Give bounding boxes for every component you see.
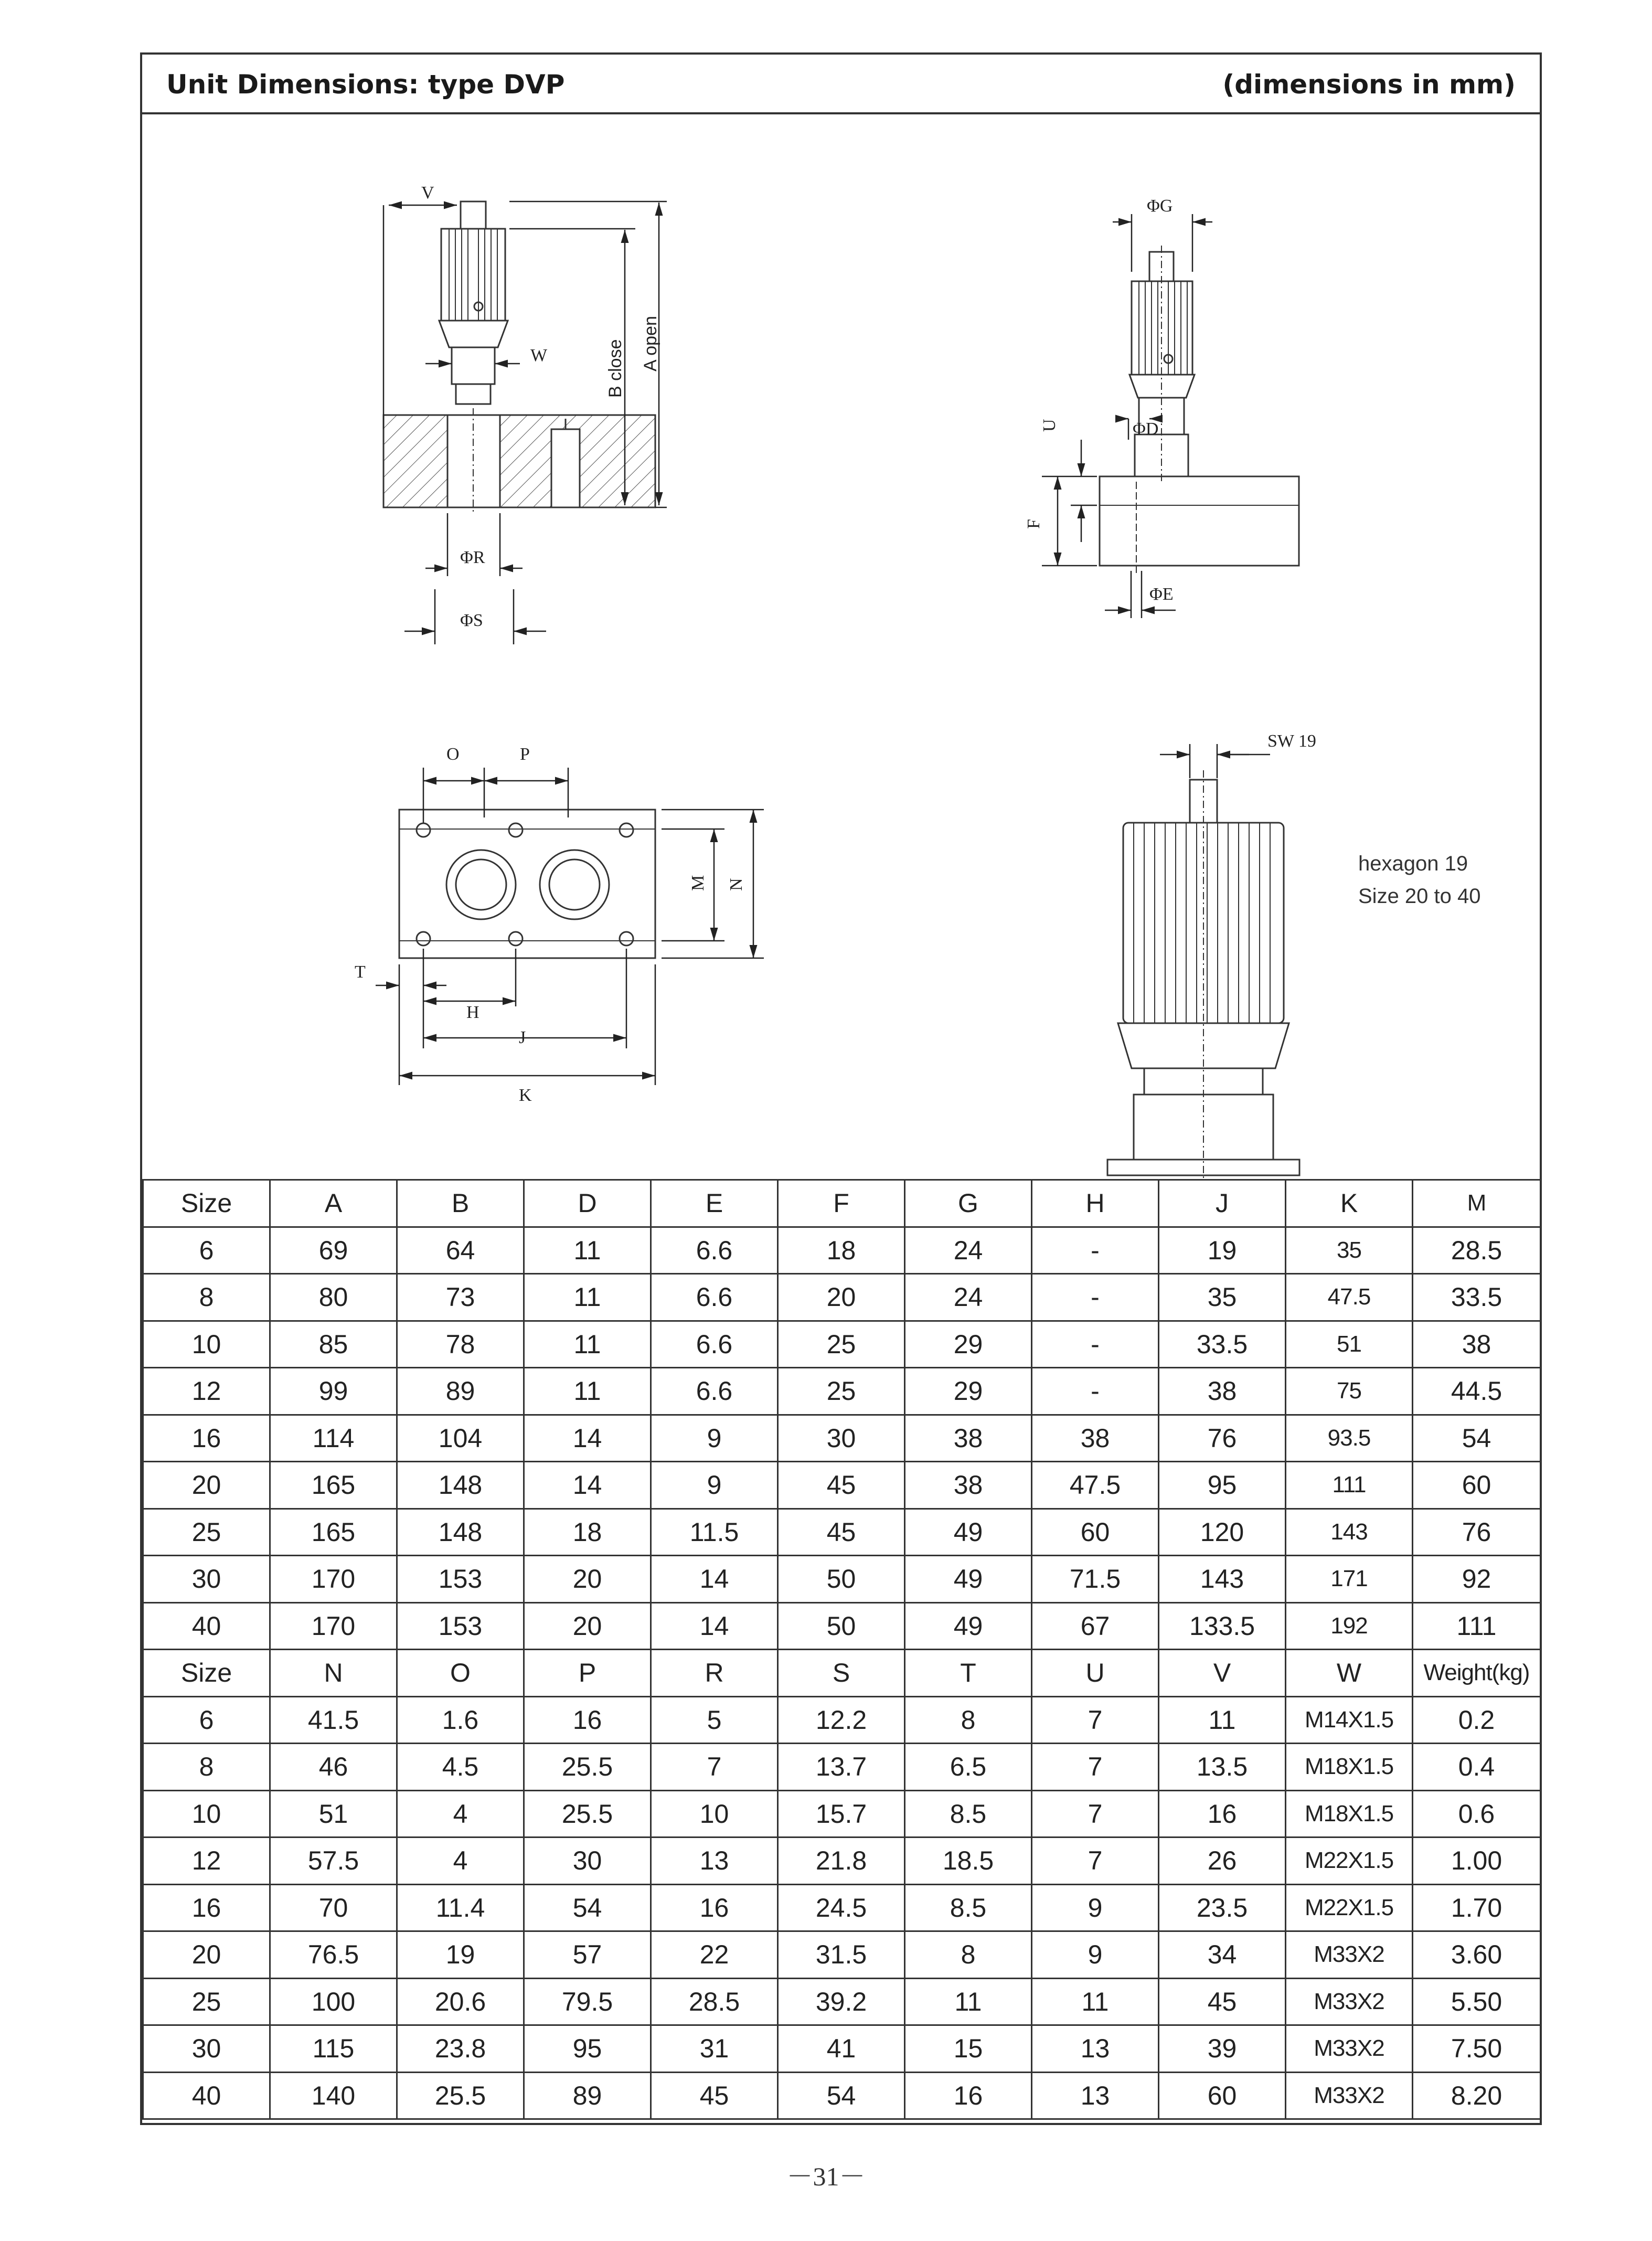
table-cell: 7 [1032, 1838, 1159, 1885]
table-cell: 14 [524, 1462, 651, 1509]
plan-view [399, 810, 655, 958]
table-row [143, 1462, 1541, 1509]
table-cell: M33X2 [1286, 2072, 1413, 2119]
table-cell: 49 [905, 1602, 1032, 1650]
table-cell: 26 [1159, 1838, 1286, 1885]
table-header-cell: N [270, 1650, 397, 1697]
table-cell: 9 [651, 1462, 778, 1509]
note-size-range: Size 20 to 40 [1358, 885, 1481, 908]
table-cell: 13 [1032, 2025, 1159, 2073]
table-cell: 171 [1286, 1556, 1413, 1603]
table-cell: 25.5 [397, 2072, 524, 2119]
table-cell: 28.5 [1413, 1227, 1541, 1274]
table-cell: 35 [1286, 1227, 1413, 1274]
table-cell: 6 [143, 1696, 270, 1744]
table-cell: 8.5 [905, 1884, 1032, 1931]
table-cell: 33.5 [1159, 1321, 1286, 1368]
table-header-cell: B [397, 1180, 524, 1227]
knob-body [441, 229, 505, 321]
table-cell: 44.5 [1413, 1368, 1541, 1415]
table-cell: 7 [1032, 1744, 1159, 1791]
table-cell: 148 [397, 1462, 524, 1509]
table-cell: 9 [1032, 1884, 1159, 1931]
table-row [143, 1978, 1541, 2025]
table-cell: M22X1.5 [1286, 1884, 1413, 1931]
table-cell: 114 [270, 1415, 397, 1462]
table-cell: 165 [270, 1509, 397, 1556]
table-cell: 16 [651, 1884, 778, 1931]
table-cell: 29 [905, 1321, 1032, 1368]
table-cell: - [1032, 1368, 1159, 1415]
table-cell: M33X2 [1286, 1931, 1413, 1979]
table-cell: 23.8 [397, 2025, 524, 2073]
dim-label-phi-d: ΦD [1133, 419, 1159, 439]
dim-label-h: H [466, 1003, 479, 1022]
table-row [143, 1274, 1541, 1321]
table-cell: 67 [1032, 1602, 1159, 1650]
table-cell: M18X1.5 [1286, 1790, 1413, 1838]
table-cell: 46 [270, 1744, 397, 1791]
table-cell: 45 [651, 2072, 778, 2119]
table-cell: 60 [1032, 1509, 1159, 1556]
table-cell: 18.5 [905, 1838, 1032, 1885]
table-cell: 11 [905, 1978, 1032, 2025]
dim-label-u: U [1040, 419, 1059, 432]
table-cell: 11.4 [397, 1884, 524, 1931]
table-cell: - [1032, 1274, 1159, 1321]
table-header-cell: J [1159, 1180, 1286, 1227]
table-cell: - [1032, 1227, 1159, 1274]
technical-drawings [142, 114, 1540, 1178]
table-cell: 89 [397, 1368, 524, 1415]
table-cell: 41 [778, 2025, 905, 2073]
table-cell: 47.5 [1286, 1274, 1413, 1321]
table-cell: 39 [1159, 2025, 1286, 2073]
table-cell: 1.70 [1413, 1884, 1541, 1931]
table-cell: 111 [1413, 1602, 1541, 1650]
table-cell: 50 [778, 1602, 905, 1650]
table-cell: 6.5 [905, 1744, 1032, 1791]
table-cell: 24 [905, 1227, 1032, 1274]
table-cell: 15 [905, 2025, 1032, 2073]
table-cell: 165 [270, 1462, 397, 1509]
table-cell: 11 [1032, 1978, 1159, 2025]
table-cell: 54 [778, 2072, 905, 2119]
table-cell: 10 [651, 1790, 778, 1838]
dim-label-phi-r: ΦR [460, 548, 485, 567]
table-cell: 13 [651, 1838, 778, 1885]
table-cell: 20.6 [397, 1978, 524, 2025]
dim-label-phi-e: ΦE [1149, 585, 1174, 604]
dim-label-a-open: A open [641, 316, 660, 371]
table-cell: 41.5 [270, 1696, 397, 1744]
table-cell: 34 [1159, 1931, 1286, 1979]
table-cell: M33X2 [1286, 1978, 1413, 2025]
table-header-cell: U [1032, 1650, 1159, 1697]
table-row [143, 1368, 1541, 1415]
table-cell: 38 [1159, 1368, 1286, 1415]
table-cell: 29 [905, 1368, 1032, 1415]
table-header-cell: E [651, 1180, 778, 1227]
table-header-cell: H [1032, 1180, 1159, 1227]
table-cell: 6.6 [651, 1368, 778, 1415]
table-cell: 8 [905, 1696, 1032, 1744]
table-cell: 18 [778, 1227, 905, 1274]
table-cell: 4 [397, 1838, 524, 1885]
table-row [143, 2025, 1541, 2073]
table-cell: 0.2 [1413, 1696, 1541, 1744]
table-cell: 95 [524, 2025, 651, 2073]
table-cell: 11 [524, 1274, 651, 1321]
table-cell: 73 [397, 1274, 524, 1321]
table-header-cell: W [1286, 1650, 1413, 1697]
table-header-cell: Size [143, 1180, 270, 1227]
table-header-cell: O [397, 1650, 524, 1697]
table-row [143, 2072, 1541, 2119]
table-cell: 93.5 [1286, 1415, 1413, 1462]
table-cell: 6.6 [651, 1321, 778, 1368]
table-cell: 7 [1032, 1696, 1159, 1744]
table-cell: 5 [651, 1696, 778, 1744]
table-cell: 8 [143, 1274, 270, 1321]
table-cell: 12.2 [778, 1696, 905, 1744]
table-cell: 30 [524, 1838, 651, 1885]
table-cell: 49 [905, 1556, 1032, 1603]
dim-label-f: F [1024, 519, 1043, 529]
side-view [1100, 246, 1299, 576]
table-cell: 15.7 [778, 1790, 905, 1838]
table-cell: 76.5 [270, 1931, 397, 1979]
table-header-cell: K [1286, 1180, 1413, 1227]
table-cell: 120 [1159, 1509, 1286, 1556]
table-header-cell: P [524, 1650, 651, 1697]
dim-label-phi-s: ΦS [460, 611, 483, 630]
table-cell: 23.5 [1159, 1884, 1286, 1931]
dim-label-b-close: B close [605, 339, 625, 398]
hexagon-dims [1160, 744, 1270, 778]
table-cell: 153 [397, 1556, 524, 1603]
table-cell: 25 [143, 1509, 270, 1556]
table-cell: 78 [397, 1321, 524, 1368]
table-header-cell: M [1413, 1180, 1541, 1227]
table-cell: 30 [143, 1556, 270, 1603]
dim-label-t: T [355, 962, 366, 982]
table-cell: 14 [524, 1415, 651, 1462]
table-cell: 40 [143, 2072, 270, 2119]
hatched-body [383, 415, 655, 507]
table-cell: 30 [143, 2025, 270, 2073]
table-cell: 92 [1413, 1556, 1541, 1603]
table-header-cell: G [905, 1180, 1032, 1227]
table-cell: 170 [270, 1602, 397, 1650]
table-cell: 51 [1286, 1321, 1413, 1368]
table-cell: 25.5 [524, 1790, 651, 1838]
table-row [143, 1884, 1541, 1931]
table-cell: 28.5 [651, 1978, 778, 2025]
table-cell: 153 [397, 1602, 524, 1650]
hexagon-view [1107, 770, 1299, 1178]
table-cell: 60 [1413, 1462, 1541, 1509]
table-cell: 9 [1032, 1931, 1159, 1979]
table-cell: 38 [1413, 1321, 1541, 1368]
table-cell: 19 [1159, 1227, 1286, 1274]
table-cell: 6 [143, 1227, 270, 1274]
table-cell: 50 [778, 1556, 905, 1603]
table-cell: 31.5 [778, 1931, 905, 1979]
table-cell: 38 [905, 1462, 1032, 1509]
table-cell: 10 [143, 1321, 270, 1368]
table-cell: 6.6 [651, 1227, 778, 1274]
table-cell: 14 [651, 1602, 778, 1650]
table-cell: 4.5 [397, 1744, 524, 1791]
table-cell: 16 [143, 1884, 270, 1931]
table-cell: 8.20 [1413, 2072, 1541, 2119]
table-header-cell: V [1159, 1650, 1286, 1697]
table-cell: 11.5 [651, 1509, 778, 1556]
table-cell: 25 [143, 1978, 270, 2025]
table-cell: M33X2 [1286, 2025, 1413, 2073]
dim-label-v: V [421, 183, 434, 203]
table-cell: 39.2 [778, 1978, 905, 2025]
table-cell: 25 [778, 1368, 905, 1415]
table-cell: 104 [397, 1415, 524, 1462]
table-cell: 11 [524, 1321, 651, 1368]
table-cell: 16 [524, 1696, 651, 1744]
table-row [143, 1227, 1541, 1274]
table-cell: 7.50 [1413, 2025, 1541, 2073]
table-cell: 20 [143, 1462, 270, 1509]
table-cell: 35 [1159, 1274, 1286, 1321]
table-cell: 1.00 [1413, 1838, 1541, 1885]
table-cell: 16 [905, 2072, 1032, 2119]
table-cell: 22 [651, 1931, 778, 1979]
table-cell: 47.5 [1032, 1462, 1159, 1509]
table-cell: 143 [1159, 1556, 1286, 1603]
table-cell: 85 [270, 1321, 397, 1368]
table-row [143, 1415, 1541, 1462]
table-cell: 140 [270, 2072, 397, 2119]
table-cell: 49 [905, 1509, 1032, 1556]
table-header-cell: S [778, 1650, 905, 1697]
dim-label-sw: SW 19 [1267, 731, 1316, 751]
dim-label-o: O [446, 745, 460, 764]
table-cell: 89 [524, 2072, 651, 2119]
table-cell: 11 [524, 1227, 651, 1274]
dim-label-phi-g: ΦG [1147, 196, 1173, 216]
table-cell: 13.7 [778, 1744, 905, 1791]
dim-label-j: J [519, 1028, 526, 1047]
units-note: (dimensions in mm) [1222, 69, 1516, 100]
table-cell: 148 [397, 1509, 524, 1556]
table-header-cell: A [270, 1180, 397, 1227]
table-cell: 60 [1159, 2072, 1286, 2119]
table-cell: 0.6 [1413, 1790, 1541, 1838]
table-cell: 0.4 [1413, 1744, 1541, 1791]
table-cell: 19 [397, 1931, 524, 1979]
table-header-cell: Size [143, 1650, 270, 1697]
table-cell: 51 [270, 1790, 397, 1838]
table-row [143, 1509, 1541, 1556]
table-cell: 95 [1159, 1462, 1286, 1509]
table-row [143, 1744, 1541, 1791]
table-cell: 20 [778, 1274, 905, 1321]
table-cell: M22X1.5 [1286, 1838, 1413, 1885]
note-hexagon: hexagon 19 [1358, 852, 1468, 875]
dimensions-table [142, 1179, 1541, 2120]
table-cell: 170 [270, 1556, 397, 1603]
table-cell: 11 [1159, 1696, 1286, 1744]
table-row [143, 1602, 1541, 1650]
table-cell: 31 [651, 2025, 778, 2073]
table-cell: 16 [1159, 1790, 1286, 1838]
table-cell: 13.5 [1159, 1744, 1286, 1791]
table-cell: 133.5 [1159, 1602, 1286, 1650]
table-row [143, 1838, 1541, 1885]
dim-label-n: N [727, 878, 746, 891]
table-cell: 30 [778, 1415, 905, 1462]
table-cell: 13 [1032, 2072, 1159, 2119]
table-cell: 25.5 [524, 1744, 651, 1791]
table-cell: 18 [524, 1509, 651, 1556]
table-cell: 14 [651, 1556, 778, 1603]
dim-label-m: M [688, 875, 708, 891]
table-row [143, 1696, 1541, 1744]
table-cell: 25 [778, 1321, 905, 1368]
table-cell: 54 [524, 1884, 651, 1931]
table-cell: 76 [1413, 1509, 1541, 1556]
table-cell: 57.5 [270, 1838, 397, 1885]
table-cell: 45 [1159, 1978, 1286, 2025]
table-cell: 3.60 [1413, 1931, 1541, 1979]
table-cell: 20 [143, 1931, 270, 1979]
table-cell: 40 [143, 1602, 270, 1650]
table-cell: 16 [143, 1415, 270, 1462]
table-cell: 1.6 [397, 1696, 524, 1744]
table-cell: 5.50 [1413, 1978, 1541, 2025]
table-cell: 80 [270, 1274, 397, 1321]
table-cell: 21.8 [778, 1838, 905, 1885]
table-cell: 45 [778, 1462, 905, 1509]
table-header-cell: D [524, 1180, 651, 1227]
table-cell: 12 [143, 1838, 270, 1885]
table-cell: 6.6 [651, 1274, 778, 1321]
table-cell: 7 [651, 1744, 778, 1791]
table-cell: 12 [143, 1368, 270, 1415]
table-cell: 20 [524, 1556, 651, 1603]
table-cell: 8 [143, 1744, 270, 1791]
table-header-row [143, 1180, 1541, 1227]
table-cell: 10 [143, 1790, 270, 1838]
table-cell: M18X1.5 [1286, 1744, 1413, 1791]
table-cell: M14X1.5 [1286, 1696, 1413, 1744]
table-cell: 11 [524, 1368, 651, 1415]
page-number: －31－ [786, 2162, 866, 2191]
table-cell: 45 [778, 1509, 905, 1556]
table-cell: 115 [270, 2025, 397, 2073]
table-header-cell: F [778, 1180, 905, 1227]
table-cell: 69 [270, 1227, 397, 1274]
table-cell: 8.5 [905, 1790, 1032, 1838]
dim-label-w: W [530, 346, 548, 365]
table-cell: 64 [397, 1227, 524, 1274]
table-cell: 99 [270, 1368, 397, 1415]
table-cell: 192 [1286, 1602, 1413, 1650]
table-cell: 38 [1032, 1415, 1159, 1462]
page-frame [140, 52, 1542, 2125]
table-cell: 38 [905, 1415, 1032, 1462]
table-cell: 24.5 [778, 1884, 905, 1931]
table-row [143, 1931, 1541, 1979]
page-title: Unit Dimensions: type DVP [166, 69, 565, 100]
table-cell: 143 [1286, 1509, 1413, 1556]
table-cell: 76 [1159, 1415, 1286, 1462]
dim-label-k: K [519, 1086, 532, 1105]
table-cell: - [1032, 1321, 1159, 1368]
table-row [143, 1790, 1541, 1838]
table-cell: 7 [1032, 1790, 1159, 1838]
table-cell: 54 [1413, 1415, 1541, 1462]
table-cell: 70 [270, 1884, 397, 1931]
table-cell: 111 [1286, 1462, 1413, 1509]
table-cell: 8 [905, 1931, 1032, 1979]
table-cell: 24 [905, 1274, 1032, 1321]
table-cell: 9 [651, 1415, 778, 1462]
table-cell: 79.5 [524, 1978, 651, 2025]
table-cell: 57 [524, 1931, 651, 1979]
table-header-cell: R [651, 1650, 778, 1697]
table-row [143, 1321, 1541, 1368]
table-cell: 20 [524, 1602, 651, 1650]
drawings-area [142, 114, 1540, 1178]
dim-label-p: P [520, 745, 530, 764]
table-header-cell: T [905, 1650, 1032, 1697]
header-bar [142, 55, 1540, 114]
table-cell: 75 [1286, 1368, 1413, 1415]
table-cell: 71.5 [1032, 1556, 1159, 1603]
table-header-cell: Weight(kg) [1413, 1650, 1541, 1697]
table-cell: 4 [397, 1790, 524, 1838]
table-cell: 100 [270, 1978, 397, 2025]
table-row [143, 1556, 1541, 1603]
table-cell: 33.5 [1413, 1274, 1541, 1321]
table-header-row [143, 1650, 1541, 1697]
